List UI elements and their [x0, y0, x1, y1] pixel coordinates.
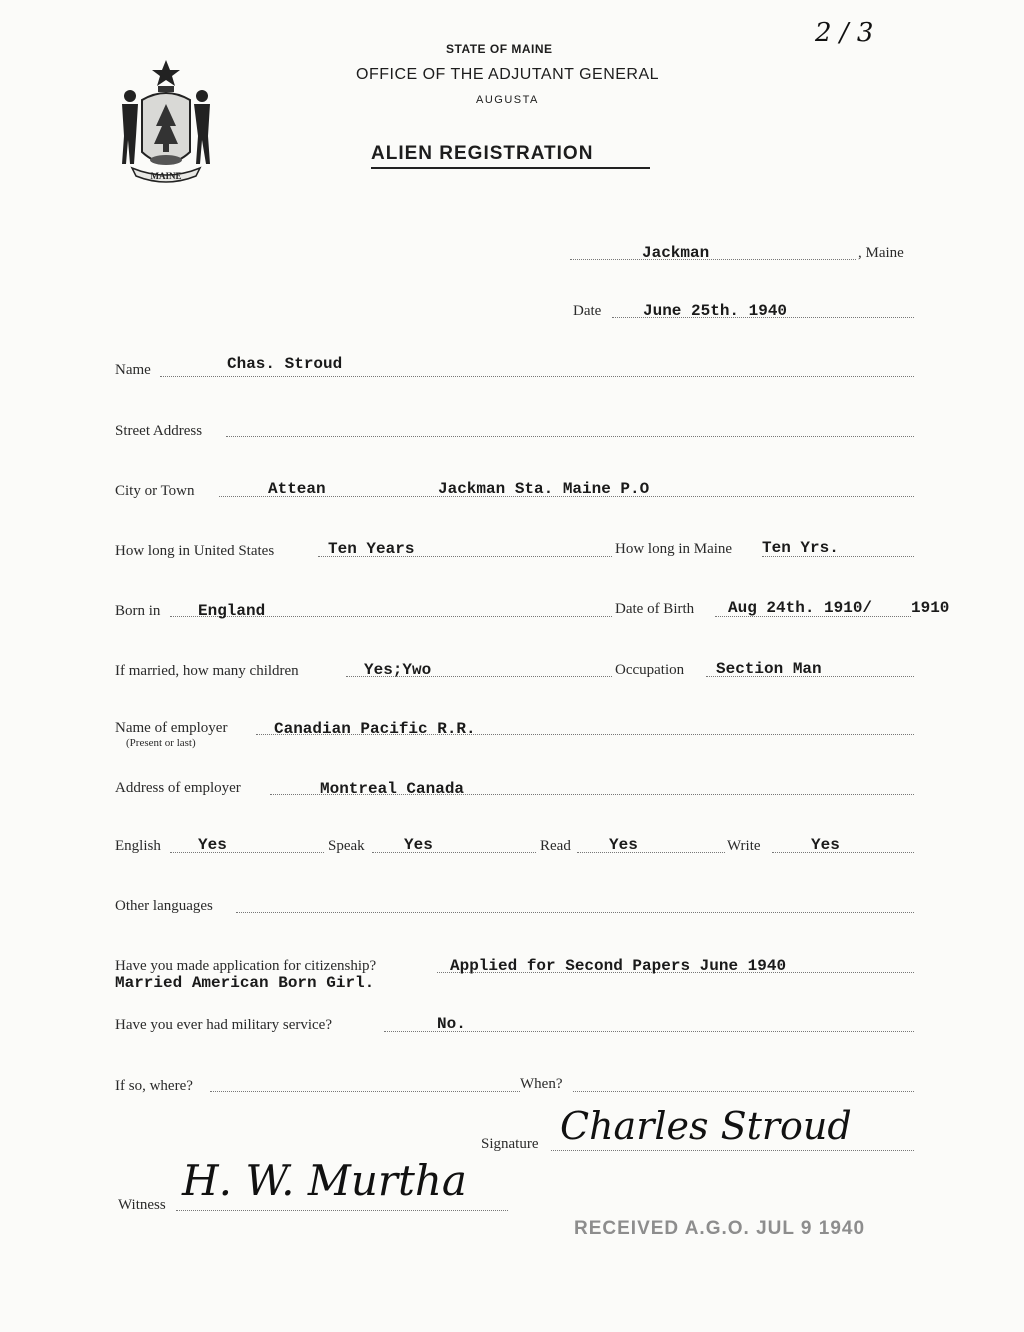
title-underline [371, 167, 650, 169]
employer-sublabel: (Present or last) [126, 737, 196, 749]
english-value: Yes [198, 836, 227, 854]
read-label: Read [540, 838, 571, 854]
page-title: ALIEN REGISTRATION [371, 143, 594, 164]
children-label: If married, how many children [115, 663, 299, 679]
citizenship-note: Married American Born Girl. [115, 974, 375, 992]
witness-value: H. W. Murtha [182, 1156, 467, 1205]
name-line [160, 376, 914, 377]
location-suffix: , Maine [858, 245, 904, 261]
read-line [577, 852, 725, 853]
employer-address-label: Address of employer [115, 780, 241, 796]
born-in-value: England [198, 602, 266, 620]
when-line [573, 1091, 914, 1092]
dob-extra: 1910 [911, 599, 950, 617]
location-value: Jackman [642, 244, 710, 262]
occupation-value: Section Man [716, 660, 822, 678]
header-office: OFFICE OF THE ADJUTANT GENERAL [356, 66, 660, 83]
maine-duration-value: Ten Yrs. [762, 539, 839, 557]
signature-value: Charles Stroud [560, 1104, 852, 1148]
city-value-2: Jackman Sta. Maine P.O [438, 480, 650, 498]
page-number: 2 / 3 [815, 18, 874, 48]
dob-label: Date of Birth [615, 601, 695, 617]
employer-label: Name of employer [115, 720, 228, 736]
occupation-label: Occupation [615, 662, 685, 678]
location-line [570, 259, 856, 260]
us-duration-value: Ten Years [328, 540, 415, 558]
when-label: When? [520, 1076, 563, 1092]
name-label: Name [115, 362, 151, 378]
military-value: No. [437, 1015, 466, 1033]
where-label: If so, where? [115, 1078, 193, 1094]
speak-value: Yes [404, 836, 433, 854]
city-label: City or Town [115, 483, 195, 499]
signature-label: Signature [481, 1136, 539, 1152]
dob-value: Aug 24th. 1910/ [728, 599, 873, 617]
military-label: Have you ever had military service? [115, 1017, 332, 1033]
name-value: Chas. Stroud [227, 355, 343, 373]
date-value: June 25th. 1940 [643, 302, 788, 320]
citizenship-value: Applied for Second Papers June 1940 [450, 957, 787, 975]
maine-duration-label: How long in Maine [615, 541, 733, 557]
date-label: Date [573, 303, 602, 319]
seal-motto: MAINE [150, 171, 182, 181]
employer-address-value: Montreal Canada [320, 780, 465, 798]
read-value: Yes [609, 836, 638, 854]
signature-line [551, 1150, 914, 1151]
write-line [772, 852, 914, 853]
speak-label: Speak [328, 838, 365, 854]
employer-value: Canadian Pacific R.R. [274, 720, 476, 738]
us-duration-label: How long in United States [115, 543, 275, 559]
street-label: Street Address [115, 423, 203, 439]
received-stamp: RECEIVED A.G.O. JUL 9 1940 [574, 1218, 866, 1239]
maine-seal-icon [112, 56, 220, 186]
other-languages-label: Other languages [115, 898, 213, 914]
english-line [170, 852, 324, 853]
write-value: Yes [811, 836, 840, 854]
born-in-label: Born in [115, 603, 161, 619]
header-city: AUGUSTA [476, 94, 539, 106]
witness-line [176, 1210, 508, 1211]
witness-label: Witness [118, 1197, 166, 1213]
speak-line [372, 852, 536, 853]
where-line [210, 1091, 520, 1092]
write-label: Write [727, 838, 761, 854]
city-value-1: Attean [268, 480, 326, 498]
citizenship-label: Have you made application for citizenship? [115, 958, 377, 974]
header-state: STATE OF MAINE [446, 42, 553, 56]
english-label: English [115, 838, 161, 854]
children-value: Yes;Ywo [364, 661, 432, 679]
street-line [226, 436, 914, 437]
other-languages-line [236, 912, 914, 913]
